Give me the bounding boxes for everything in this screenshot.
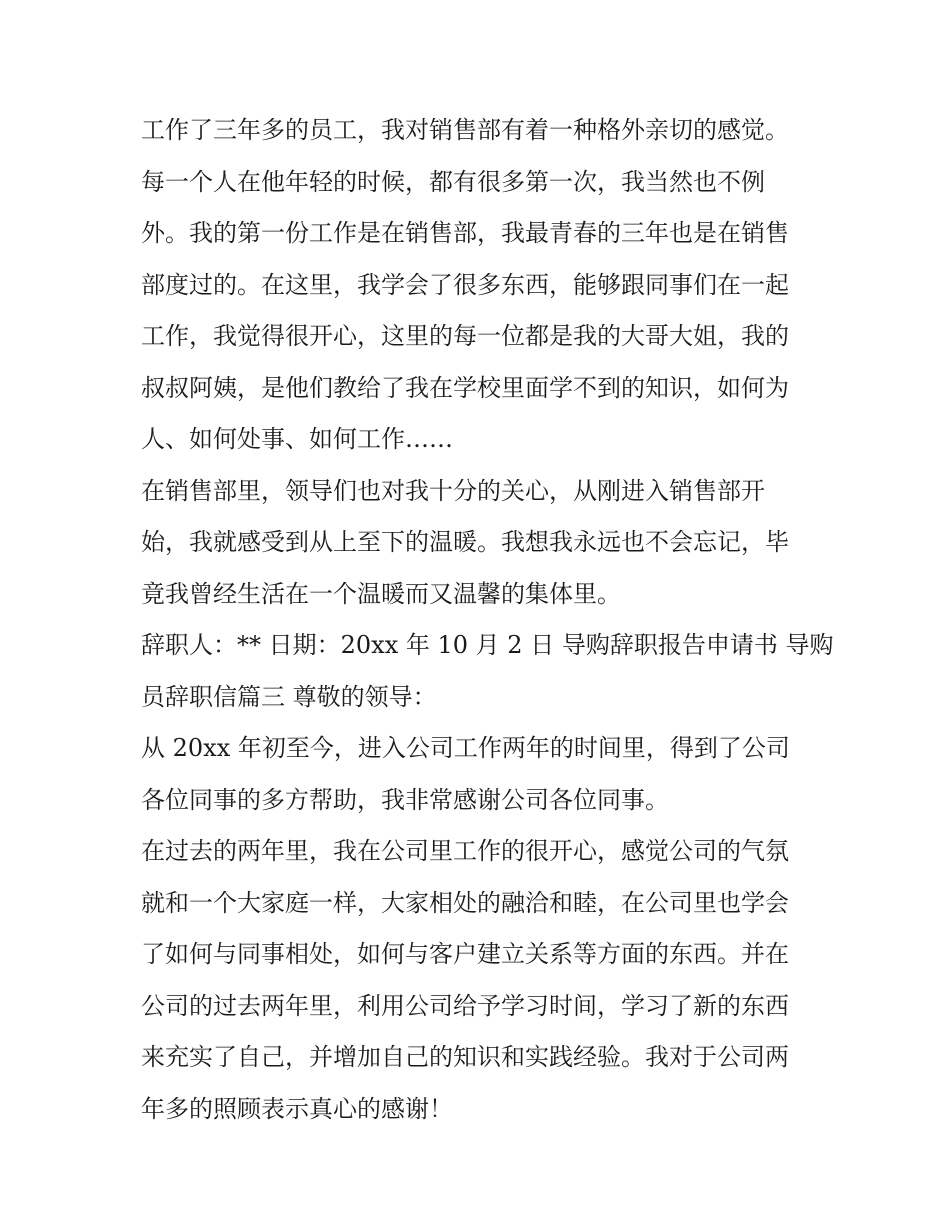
- text-line-17: 了如何与同事相处，如何与客户建立关系等方面的东西。并在: [141, 940, 789, 968]
- text-line-20: 年多的照顾表示真心的感谢！: [141, 1094, 453, 1123]
- document-body: [141, 105, 834, 1135]
- text-line-5: 工作，我觉得很开心，这里的每一位都是我的大哥大姐，我的: [141, 322, 789, 350]
- text-line-12: 员辞职信篇三 尊敬的领导：: [141, 682, 437, 711]
- text-line-18: 公司的过去两年里，利用公司给予学习时间，学习了新的东西: [141, 991, 789, 1020]
- text-line-9: 始，我就感受到从上至下的温暖。我想我永远也不会忘记，毕: [141, 528, 789, 556]
- text-line-4: 部度过的。在这里，我学会了很多东西，能够跟同事们在一起: [141, 270, 789, 299]
- text-line-16: 就和一个大家庭一样，大家相处的融洽和睦，在公司里也学会: [141, 888, 789, 917]
- text-line-1: 工作了三年多的员工，我对销售部有着一种格外亲切的感觉。: [141, 116, 789, 144]
- text-line-19: 来充实了自己，并增加自己的知识和实践经验。我对于公司两: [141, 1043, 789, 1071]
- text-line-11: 辞职人：** 日期：20xx 年 10 月 2 日 导购辞职报告申请书 导购: [141, 631, 834, 659]
- text-line-6: 叔叔阿姨，是他们教给了我在学校里面学不到的知识，如何为: [141, 373, 789, 402]
- text-line-15: 在过去的两年里，我在公司里工作的很开心，感觉公司的气氛: [141, 837, 789, 865]
- text-line-10: 竟我曾经生活在一个温暖而又温馨的集体里。: [141, 579, 621, 608]
- text-line-8: 在销售部里，领导们也对我十分的关心，从刚进入销售部开: [141, 476, 765, 505]
- text-line-14: 各位同事的多方帮助，我非常感谢公司各位同事。: [141, 785, 669, 814]
- text-line-7: 人、如何处事、如何工作……: [141, 425, 453, 453]
- text-line-3: 外。我的第一份工作是在销售部，我最青春的三年也是在销售: [141, 219, 789, 247]
- text-line-13: 从 20xx 年初至今，进入公司工作两年的时间里，得到了公司: [141, 734, 790, 762]
- text-line-2: 每一个人在他年轻的时候，都有很多第一次，我当然也不例: [141, 167, 765, 196]
